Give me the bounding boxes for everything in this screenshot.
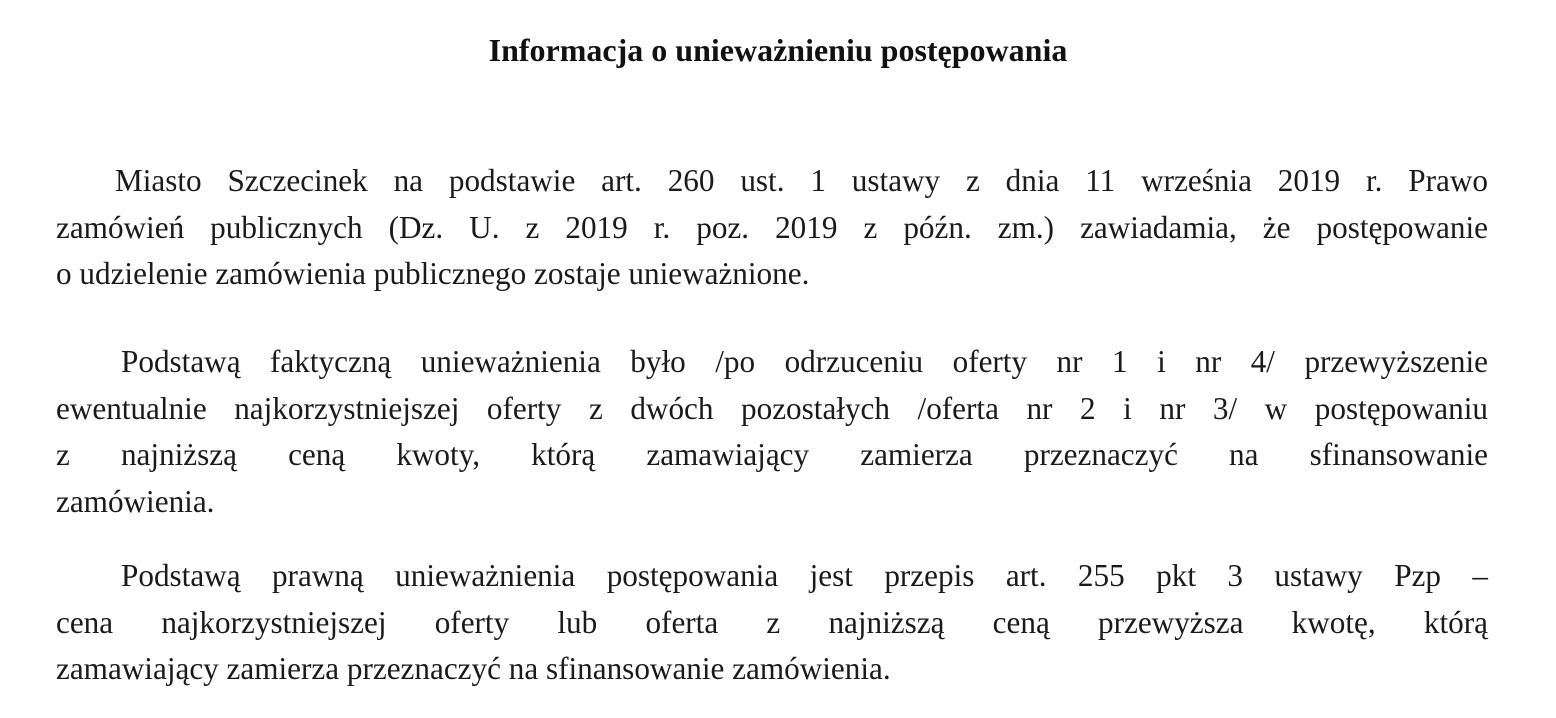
paragraph-line: ewentualnie najkorzystniejszej oferty z dwóch pozostałych /oferta nr 2 i nr 3/ w postępowaniu bbox=[56, 390, 1488, 426]
paragraph-legal-basis bbox=[56, 553, 1488, 693]
paragraph-factual-basis bbox=[56, 339, 1488, 525]
paragraph-line: cena najkorzystniejszej oferty lub oferta z najniższą ceną przewyższa kwotę, którą bbox=[56, 604, 1488, 640]
paragraph-line: Miasto Szczecinek na podstawie art. 260 ust. 1 ustawy z dnia 11 września 2019 r. Prawo bbox=[115, 163, 1488, 198]
paragraph-line: o udzielenie zamówienia publicznego zostaje unieważnione. bbox=[56, 256, 810, 291]
document-title: Informacja o unieważnieniu postępowania bbox=[488, 32, 1068, 68]
paragraph-line: zamówień publicznych (Dz. U. z 2019 r. poz. 2019 z późn. zm.) zawiadamia, że postępowanie bbox=[56, 209, 1488, 245]
paragraph-line: zamawiający zamierza przeznaczyć na sfinansowanie zamówienia. bbox=[56, 651, 891, 686]
paragraph-line: Podstawą faktyczną unieważnienia było /po odrzuceniu oferty nr 1 i nr 4/ przewyższenie bbox=[121, 344, 1488, 379]
paragraph-notice bbox=[56, 158, 1488, 298]
paragraph-line: zamówienia. bbox=[56, 483, 215, 519]
paragraph-line: Podstawą prawną unieważnienia postępowania jest przepis art. 255 pkt 3 ustawy Pzp – bbox=[121, 558, 1488, 593]
paragraph-line: z najniższą ceną kwoty, którą zamawiający zamierza przeznaczyć na sfinansowanie bbox=[56, 437, 1488, 472]
